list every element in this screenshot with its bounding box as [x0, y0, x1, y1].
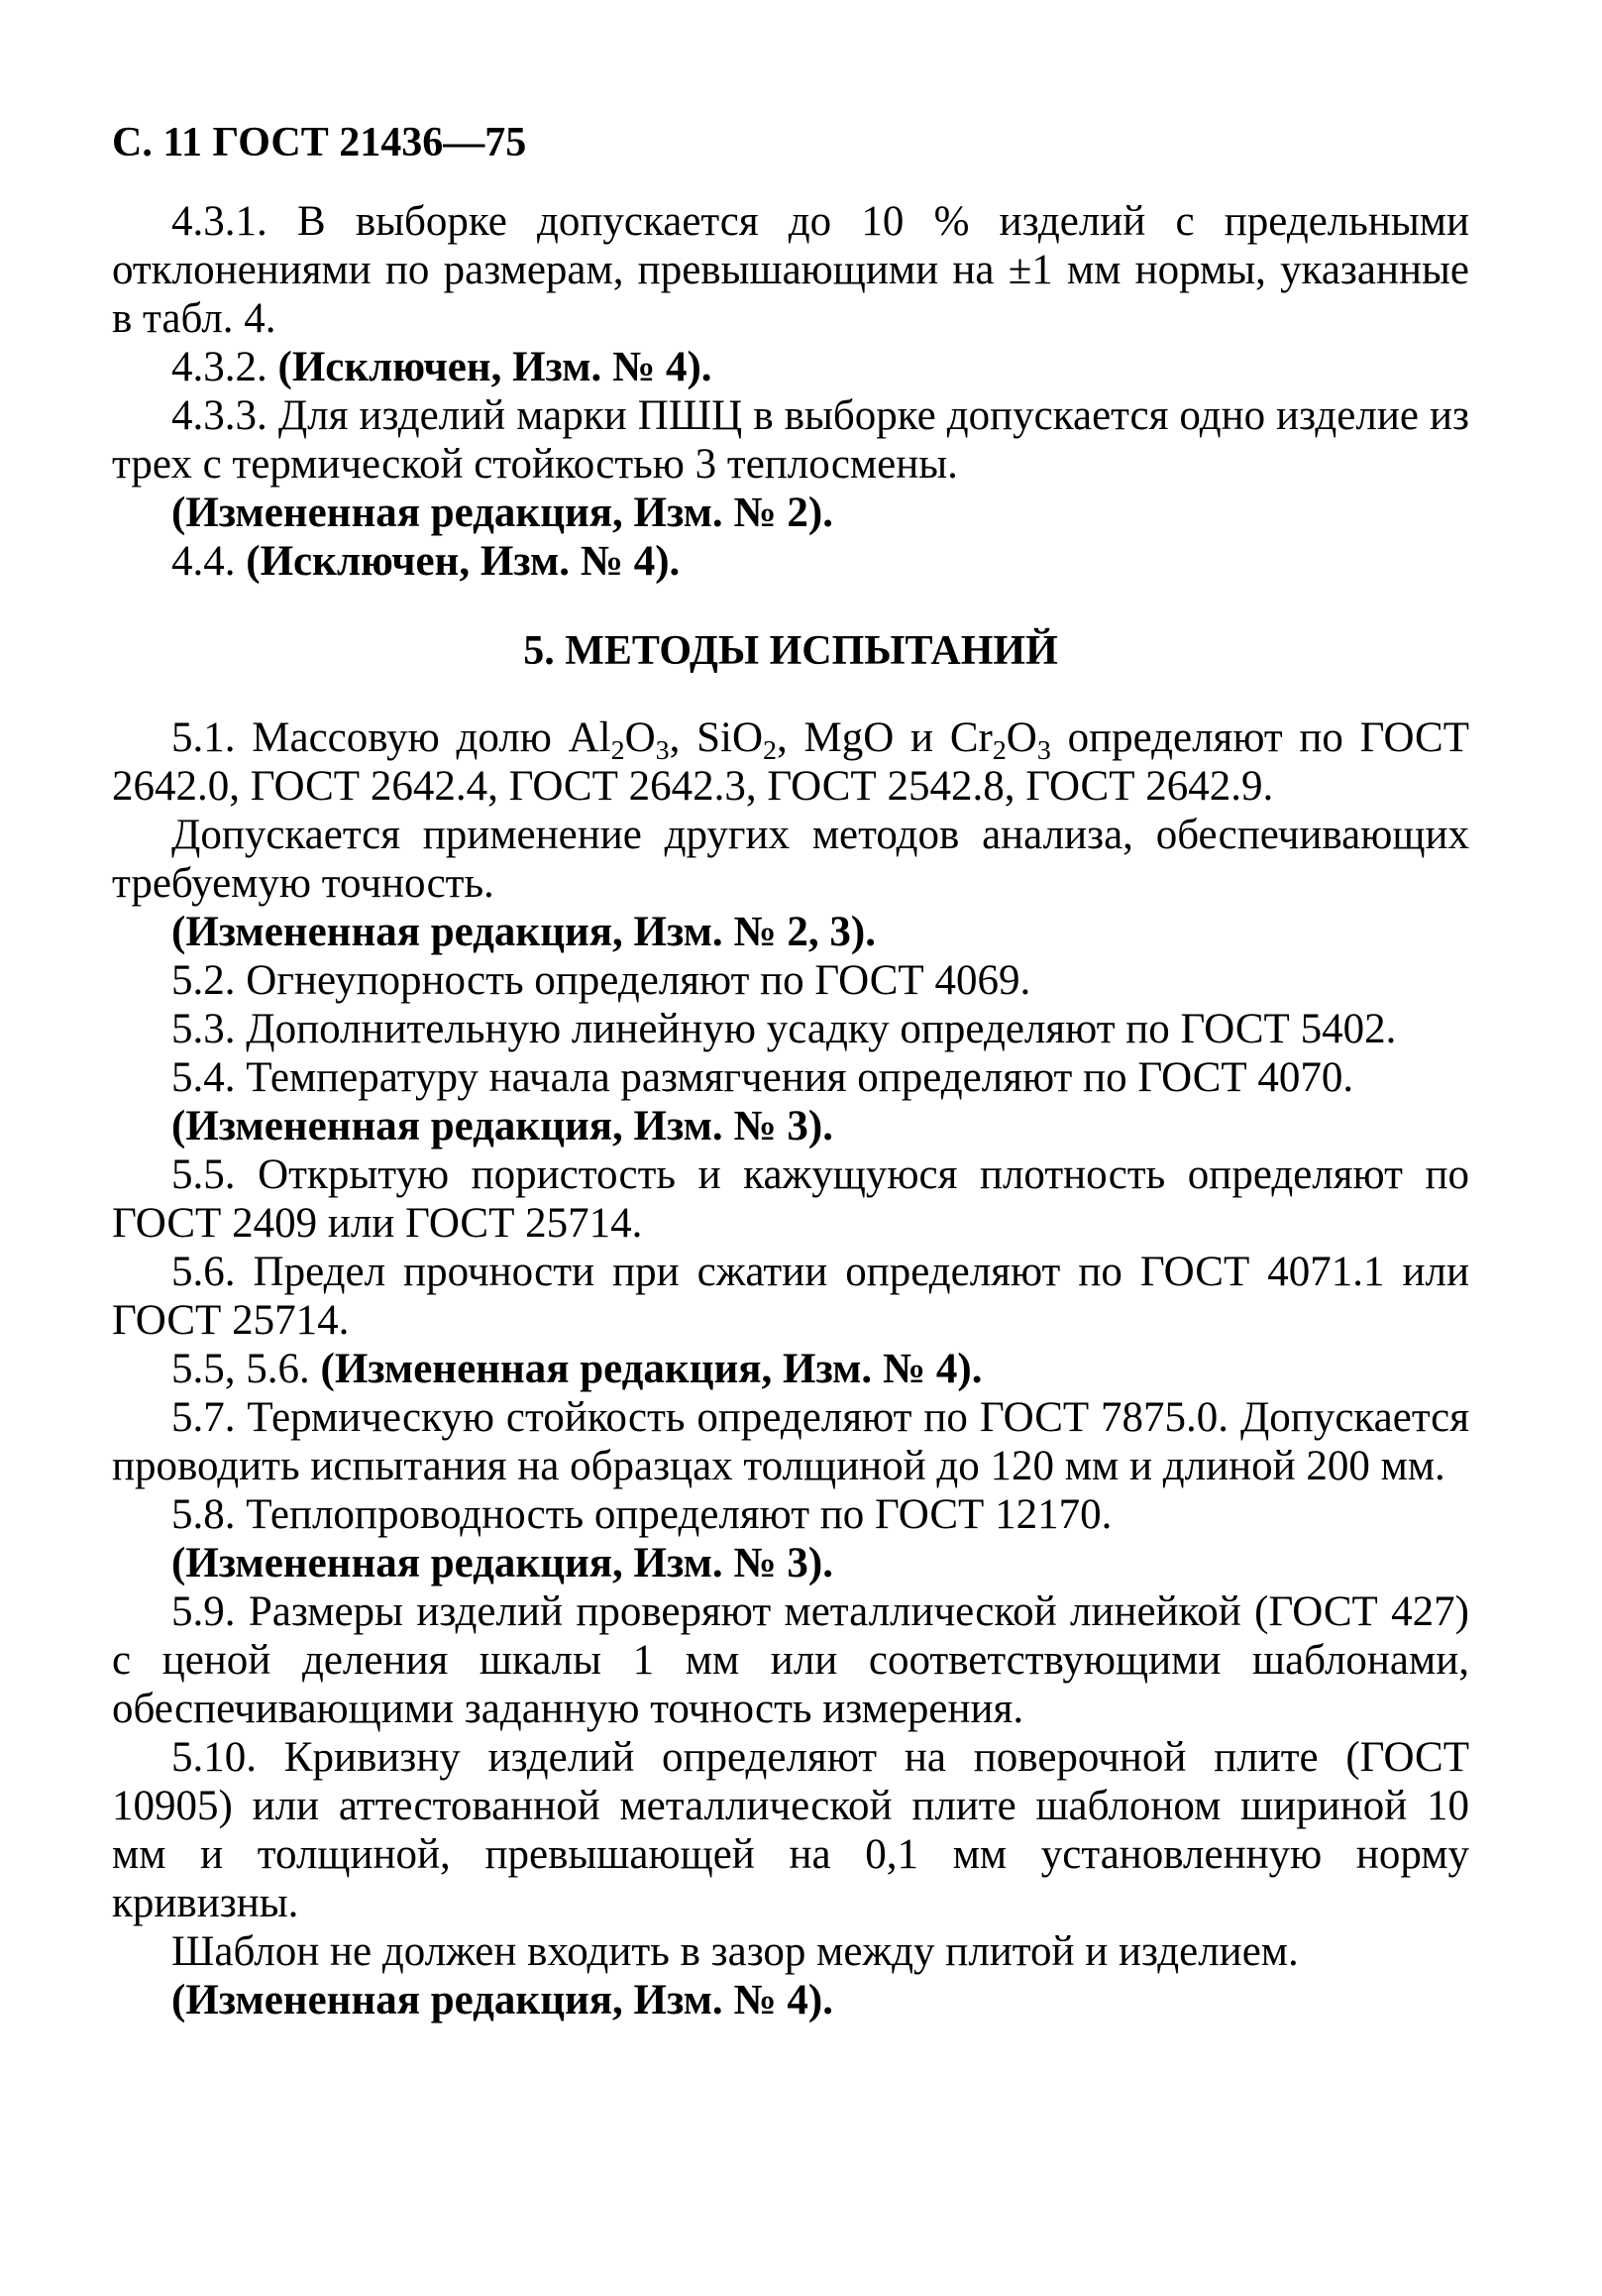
text-run: определяют по ГОСТ 2642.0, ГОСТ 2642.4, ГОСТ 2642.3, ГОСТ 2542.8, ГОСТ 2642.9.	[112, 714, 1469, 810]
paragraph-5-5: 5.5. Открытую пористость и кажущуюся плотность определяют по ГОСТ 2409 или ГОСТ 25714.	[112, 1151, 1469, 1247]
clause-number: 4.4.	[171, 538, 247, 585]
paragraph-5-3: 5.3. Дополнительную линейную усадку определяют по ГОСТ 5402.	[171, 1006, 1397, 1052]
paragraph-5-10: 5.10. Кривизну изделий определяют на поверочной плите (ГОСТ 10905) или аттестованной металлической плите шаблоном шириной 10 мм и толщиной, превышающей на 0,1 мм установленную норму кривизны.	[112, 1734, 1469, 1926]
text-run: O	[1006, 714, 1037, 761]
paragraph-4-3-3: 4.3.3. Для изделий марки ПШЦ в выборке допускается одно изделие из трех с термической стойкостью 3 теплосмены.	[112, 392, 1469, 488]
amendment-note: (Исключен, Изм. № 4).	[277, 344, 712, 390]
paragraph-4-3-1: 4.3.1. В выборке допускается до 10 % изделий с предельными отклонениями по размерам, превышающими на ±1 мм нормы, указанные в табл. 4.	[112, 198, 1469, 342]
subscript: 2	[610, 734, 625, 766]
paragraph-5-10-note: Шаблон не должен входить в зазор между плитой и изделием.	[171, 1928, 1299, 1975]
amendment-note: (Измененная редакция, Изм. № 4).	[171, 1977, 833, 2023]
page-header: С. 11 ГОСТ 21436—75	[112, 120, 527, 165]
amendment-note: (Измененная редакция, Изм. № 2, 3).	[171, 909, 876, 955]
section-title: 5. МЕТОДЫ ИСПЫТАНИЙ	[523, 628, 1058, 674]
paragraph-5-6: 5.6. Предел прочности при сжатии определяют по ГОСТ 4071.1 или ГОСТ 25714.	[112, 1249, 1469, 1344]
clause-number: 4.3.2.	[171, 344, 278, 390]
amendment-note: (Измененная редакция, Изм. № 2).	[171, 490, 833, 536]
amendment-note: (Исключен, Изм. № 4).	[246, 538, 681, 585]
paragraph-5-1	[112, 713, 1469, 811]
paragraph-5-1-note: Допускается применение других методов анализа, обеспечивающих требуемую точность.	[112, 812, 1469, 907]
document-page	[112, 119, 1469, 2024]
subscript: 2	[992, 734, 1007, 766]
subscript: 2	[763, 734, 777, 766]
paragraph-5-8: 5.8. Теплопроводность определяют по ГОСТ 12170.	[171, 1491, 1113, 1538]
subscript: 3	[1036, 734, 1051, 766]
amendment-note: (Измененная редакция, Изм. № 3).	[171, 1103, 833, 1149]
clause-5-block	[112, 713, 1469, 2024]
text-run: , SiO	[669, 714, 764, 761]
paragraph-5-7: 5.7. Термическую стойкость определяют по ГОСТ 7875.0. Допускается проводить испытания на образцах толщиной до 120 мм и длиной 200 мм.	[112, 1394, 1469, 1489]
amendment-note: (Измененная редакция, Изм. № 4).	[320, 1346, 983, 1392]
paragraph-5-9: 5.9. Размеры изделий проверяют металлической линейкой (ГОСТ 427) с ценой деления шкалы 1 мм или соответствующими шаблонами, обеспечивающими заданную точность измерения.	[112, 1588, 1469, 1732]
amendment-note: (Измененная редакция, Изм. № 3).	[171, 1540, 833, 1586]
subscript: 3	[655, 734, 670, 766]
paragraph-4-3-2	[112, 343, 1469, 391]
paragraph-5-2: 5.2. Огнеупорность определяют по ГОСТ 4069.	[171, 957, 1031, 1004]
paragraph-5-5-5-6	[112, 1345, 1469, 1393]
text-run: 5.1. Массовую долю Al	[171, 714, 611, 761]
paragraph-4-4	[112, 537, 1469, 586]
clause-4-block	[112, 197, 1469, 586]
clause-number: 5.5, 5.6.	[171, 1346, 321, 1392]
text-run: , MgO и Cr	[777, 714, 993, 761]
paragraph-5-4: 5.4. Температуру начала размягчения определяют по ГОСТ 4070.	[171, 1054, 1354, 1101]
text-run: O	[624, 714, 656, 761]
